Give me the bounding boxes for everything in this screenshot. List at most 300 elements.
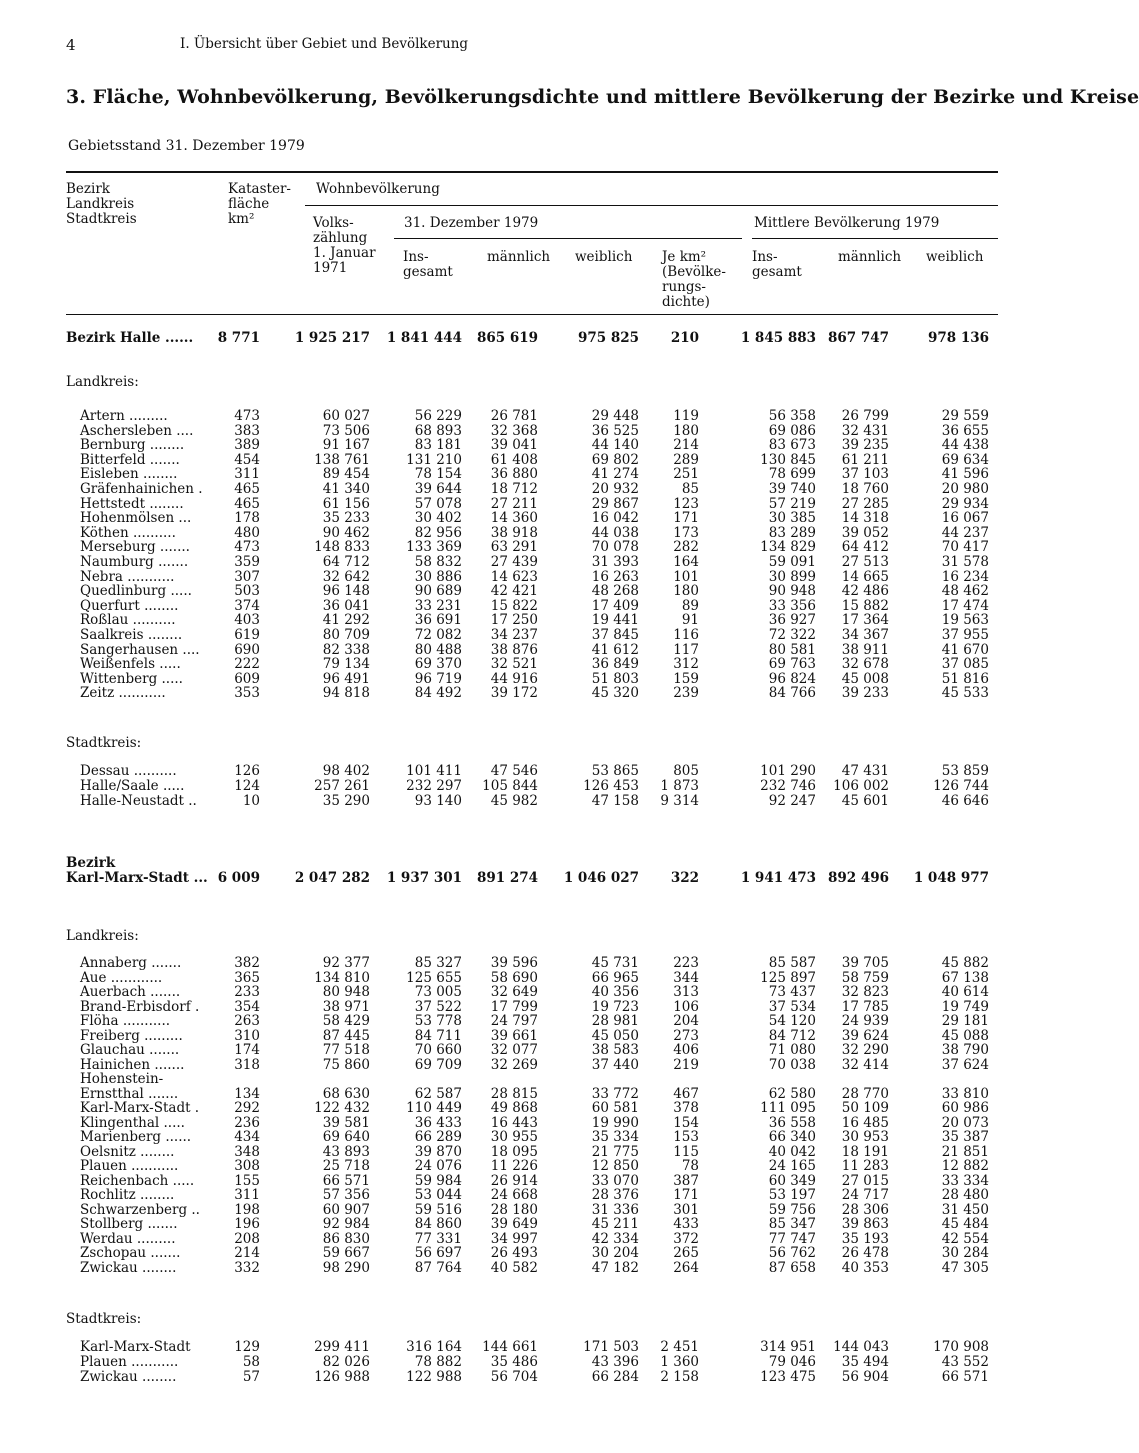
header-volkszaehlung-2: zählung	[313, 230, 368, 246]
table-cell: 222	[234, 656, 260, 673]
table-cell: 1 925 217	[294, 330, 370, 346]
table-cell: 85	[681, 481, 699, 497]
table-cell: 125 655	[406, 969, 462, 986]
row-label: Karl-Marx-Stadt ...	[66, 870, 208, 886]
table-cell: 322	[670, 870, 699, 886]
table-cell: 87 658	[768, 1259, 816, 1276]
table-cell: 37 955	[941, 627, 989, 643]
table-cell: 96 824	[768, 670, 816, 687]
table-cell: 134 810	[314, 969, 370, 986]
header-je-km2-2: (Bevölke-	[662, 264, 726, 280]
table-cell: 96 719	[414, 670, 462, 687]
table-cell: 28 376	[591, 1187, 639, 1203]
table-cell: 29 934	[941, 495, 989, 512]
header-wohnbevoelkerung: Wohnbevölkerung	[316, 181, 440, 197]
table-cell: 69 709	[414, 1056, 462, 1073]
table-cell: 41 292	[322, 612, 370, 629]
table-cell: 73 437	[768, 984, 816, 1000]
table-cell: 39 644	[414, 481, 462, 497]
table-cell: 32 368	[490, 422, 538, 439]
table-cell: 33 334	[941, 1172, 989, 1189]
table-cell: 14 623	[490, 568, 538, 585]
table-cell: 38 918	[490, 524, 538, 541]
table-cell: 40 356	[591, 984, 639, 1000]
table-cell: 69 086	[768, 422, 816, 439]
table-cell: 45 320	[591, 685, 639, 702]
table-cell: 354	[234, 998, 260, 1015]
row-label: Karl-Marx-Stadt	[80, 1339, 191, 1355]
table-cell: 154	[673, 1114, 699, 1131]
row-label: Zwickau ........	[80, 1369, 177, 1385]
table-cell: 70 078	[591, 539, 639, 556]
table-cell: 59 516	[414, 1201, 462, 1218]
table-cell: 257 261	[314, 778, 370, 794]
table-cell: 60 349	[768, 1172, 816, 1189]
table-cell: 80 488	[414, 641, 462, 658]
table-cell: 84 860	[414, 1216, 462, 1232]
table-cell: 84 766	[768, 685, 816, 702]
table-cell: 64 712	[322, 554, 370, 570]
table-cell: 92 984	[322, 1216, 370, 1232]
table-cell: 68 630	[322, 1085, 370, 1102]
table-cell: 39 233	[841, 685, 889, 702]
header-weiblich: weiblich	[575, 249, 633, 265]
row-label: Halle-Neustadt ..	[80, 793, 197, 809]
table-cell: 2 451	[660, 1339, 699, 1355]
table-cell: 239	[673, 685, 699, 702]
table-cell: 14 360	[490, 510, 538, 527]
page-title: 3. Fläche, Wohnbevölkerung, Bevölkerungsdichte und mittlere Bevölkerung der Bezirke und Kreise	[66, 86, 1139, 108]
table-cell: 36 849	[591, 656, 639, 673]
table-cell: 119	[673, 408, 699, 424]
table-cell: 66 284	[591, 1369, 639, 1385]
row-label: Naumburg .......	[80, 554, 189, 570]
row-label: Aschersleben ....	[80, 422, 194, 439]
table-cell: 57 356	[322, 1187, 370, 1203]
table-cell: 28 815	[490, 1085, 538, 1102]
row-label: Bitterfeld .......	[80, 451, 180, 468]
table-cell: 45 982	[490, 793, 538, 809]
table-cell: 70 417	[941, 539, 989, 556]
table-cell: 171	[673, 510, 699, 527]
table-cell: 45 050	[591, 1027, 639, 1044]
header-bezirk: Bezirk	[66, 181, 110, 197]
table-cell: 37 522	[414, 998, 462, 1015]
row-label: Werdau .........	[80, 1230, 176, 1247]
table-cell: 299 411	[314, 1339, 370, 1355]
table-cell: 37 624	[941, 1056, 989, 1073]
table-cell: 82 026	[322, 1354, 370, 1370]
table-cell: 144 043	[833, 1339, 889, 1355]
table-cell: 24 717	[841, 1187, 889, 1203]
table-cell: 44 438	[941, 437, 989, 454]
table-cell: 43 552	[941, 1354, 989, 1370]
table-cell: 42 486	[841, 583, 889, 600]
table-cell: 93 140	[414, 793, 462, 809]
row-label: Artern .........	[80, 408, 168, 424]
table-cell: 30 899	[768, 568, 816, 585]
table-cell: 36 558	[768, 1114, 816, 1131]
table-cell: 37 103	[841, 466, 889, 483]
row-label: Ernstthal .......	[80, 1085, 179, 1102]
table-cell: 56 762	[768, 1245, 816, 1261]
table-cell: 50 109	[841, 1100, 889, 1116]
table-cell: 58 759	[841, 969, 889, 986]
table-cell: 56 697	[414, 1245, 462, 1261]
table-cell: 62 580	[768, 1085, 816, 1102]
table-cell: 37 440	[591, 1056, 639, 1073]
table-cell: 26 781	[490, 408, 538, 424]
table-cell: 214	[673, 437, 699, 454]
table-cell: 219	[673, 1056, 699, 1073]
table-cell: 78 882	[414, 1354, 462, 1370]
table-cell: 85 327	[414, 955, 462, 971]
row-label: Zeitz ...........	[80, 685, 166, 702]
table-cell: 133 369	[406, 539, 462, 556]
header-je-km2-4: dichte)	[662, 294, 710, 310]
header-volkszaehlung-3: 1. Januar	[313, 245, 376, 261]
table-cell: 24 797	[490, 1013, 538, 1029]
table-cell: 31 450	[941, 1201, 989, 1218]
table-cell: 17 364	[841, 612, 889, 629]
table-cell: 45 731	[591, 955, 639, 971]
table-cell: 20 932	[591, 481, 639, 497]
table-cell: 19 441	[591, 612, 639, 629]
row-label: Hohenstein-	[80, 1071, 164, 1087]
table-cell: 48 462	[941, 583, 989, 600]
row-label: Saalkreis ........	[80, 627, 183, 643]
table-cell: 106	[673, 998, 699, 1015]
table-cell: 39 172	[490, 685, 538, 702]
table-cell: 10	[242, 793, 260, 809]
header-maennlich: männlich	[487, 249, 551, 265]
table-cell: 53 778	[414, 1013, 462, 1029]
table-cell: 47 546	[490, 763, 538, 779]
table-cell: 92 247	[768, 793, 816, 809]
table-cell: 148 833	[314, 539, 370, 556]
table-cell: 38 971	[322, 998, 370, 1015]
table-cell: 34 997	[490, 1230, 538, 1247]
table-cell: 403	[234, 612, 260, 629]
header-mittlere-insgesamt-1: Ins-	[752, 249, 778, 265]
table-cell: 42 334	[591, 1230, 639, 1247]
table-cell: 117	[673, 641, 699, 658]
table-cell: 891 274	[476, 870, 538, 886]
table-cell: 126 744	[933, 778, 989, 794]
table-cell: 47 305	[941, 1259, 989, 1276]
table-cell: 86 830	[322, 1230, 370, 1247]
table-cell: 126 988	[314, 1369, 370, 1385]
table-cell: 58	[242, 1354, 260, 1370]
table-cell: 129	[234, 1339, 260, 1355]
table-cell: 33 231	[414, 597, 462, 614]
table-cell: 16 263	[591, 568, 639, 585]
table-cell: 353	[234, 685, 260, 702]
row-label: Hettstedt ........	[80, 495, 184, 512]
rule-dezember	[394, 238, 742, 239]
running-head: I. Übersicht über Gebiet und Bevölkerung	[180, 36, 469, 52]
table-cell: 106 002	[833, 778, 889, 794]
table-cell: 433	[673, 1216, 699, 1232]
table-cell: 35 387	[941, 1129, 989, 1145]
table-cell: 805	[673, 763, 699, 779]
table-cell: 29 867	[591, 495, 639, 512]
table-cell: 1 841 444	[386, 330, 462, 346]
table-cell: 41 274	[591, 466, 639, 483]
section-landkreis: Landkreis:	[66, 374, 139, 390]
table-cell: 130 845	[760, 451, 816, 468]
table-cell: 164	[673, 554, 699, 570]
section-stadtkreis: Stadtkreis:	[66, 1311, 142, 1327]
table-cell: 39 041	[490, 437, 538, 454]
table-cell: 29 181	[941, 1013, 989, 1029]
table-cell: 70 660	[414, 1042, 462, 1058]
row-label: Zwickau ........	[80, 1259, 177, 1276]
table-cell: 174	[234, 1042, 260, 1058]
table-cell: 58 690	[490, 969, 538, 986]
row-label: Reichenbach .....	[80, 1172, 195, 1189]
row-label: Stollberg .......	[80, 1216, 178, 1232]
table-cell: 70 038	[768, 1056, 816, 1073]
table-cell: 35 233	[322, 510, 370, 527]
header-mittlere-maennlich: männlich	[838, 249, 902, 265]
row-label: Annaberg .......	[80, 955, 182, 971]
table-cell: 867 747	[827, 330, 889, 346]
table-cell: 978 136	[927, 330, 989, 346]
table-cell: 56 229	[414, 408, 462, 424]
table-cell: 292	[234, 1100, 260, 1116]
table-cell: 80 948	[322, 984, 370, 1000]
table-cell: 29 448	[591, 408, 639, 424]
table-cell: 307	[234, 568, 260, 585]
table-cell: 29 559	[941, 408, 989, 424]
table-cell: 38 876	[490, 641, 538, 658]
header-kataster-1: Kataster-	[228, 181, 291, 197]
table-cell: 68 893	[414, 422, 462, 439]
table-cell: 51 803	[591, 670, 639, 687]
table-cell: 38 583	[591, 1042, 639, 1058]
table-cell: 115	[673, 1143, 699, 1160]
table-cell: 134 829	[760, 539, 816, 556]
table-cell: 83 673	[768, 437, 816, 454]
table-cell: 44 140	[591, 437, 639, 454]
table-cell: 198	[234, 1201, 260, 1218]
row-label: Plauen ...........	[80, 1158, 179, 1174]
table-cell: 155	[234, 1172, 260, 1189]
table-cell: 87 445	[322, 1027, 370, 1044]
table-cell: 66 571	[941, 1369, 989, 1385]
table-cell: 60 027	[322, 408, 370, 424]
table-cell: 66 289	[414, 1129, 462, 1145]
table-cell: 59 756	[768, 1201, 816, 1218]
table-cell: 35 486	[490, 1354, 538, 1370]
table-cell: 690	[234, 641, 260, 658]
table-cell: 37 845	[591, 627, 639, 643]
table-cell: 45 088	[941, 1027, 989, 1044]
row-label: Auerbach .......	[80, 984, 181, 1000]
table-cell: 196	[234, 1216, 260, 1232]
table-cell: 45 882	[941, 955, 989, 971]
table-cell: 372	[673, 1230, 699, 1247]
table-cell: 36 880	[490, 466, 538, 483]
table-cell: 204	[673, 1013, 699, 1029]
table-cell: 27 285	[841, 495, 889, 512]
table-cell: 365	[234, 969, 260, 986]
table-cell: 57 078	[414, 495, 462, 512]
table-cell: 96 148	[322, 583, 370, 600]
table-cell: 54 120	[768, 1013, 816, 1029]
table-cell: 26 914	[490, 1172, 538, 1189]
table-cell: 32 414	[841, 1056, 889, 1073]
table-cell: 116	[673, 627, 699, 643]
table-cell: 101	[673, 568, 699, 585]
table-cell: 72 322	[768, 627, 816, 643]
table-cell: 282	[673, 539, 699, 556]
row-label: Klingenthal .....	[80, 1114, 185, 1131]
table-cell: 16 234	[941, 568, 989, 585]
table-cell: 454	[234, 451, 260, 468]
row-label: Wittenberg .....	[80, 670, 183, 687]
table-cell: 36 525	[591, 422, 639, 439]
table-cell: 33 070	[591, 1172, 639, 1189]
table-cell: 289	[673, 451, 699, 468]
table-cell: 223	[673, 955, 699, 971]
table-cell: 59 984	[414, 1172, 462, 1189]
table-cell: 64 412	[841, 539, 889, 556]
table-cell: 56 704	[490, 1369, 538, 1385]
table-cell: 40 353	[841, 1259, 889, 1276]
table-cell: 170 908	[933, 1339, 989, 1355]
table-cell: 31 393	[591, 554, 639, 570]
table-cell: 18 095	[490, 1143, 538, 1160]
header-landkreis: Landkreis	[66, 196, 135, 212]
table-cell: 84 712	[768, 1027, 816, 1044]
table-cell: 32 269	[490, 1056, 538, 1073]
subtitle: Gebietsstand 31. Dezember 1979	[68, 138, 305, 154]
table-cell: 84 711	[414, 1027, 462, 1044]
table-cell: 39 740	[768, 481, 816, 497]
table-cell: 45 211	[591, 1216, 639, 1232]
table-cell: 159	[673, 670, 699, 687]
table-cell: 73 506	[322, 422, 370, 439]
table-cell: 105 844	[482, 778, 538, 794]
row-label: Quedlinburg .....	[80, 583, 192, 600]
table-cell: 27 513	[841, 554, 889, 570]
row-label: Roßlau ..........	[80, 612, 176, 629]
table-cell: 18 760	[841, 481, 889, 497]
table-cell: 126 453	[583, 778, 639, 794]
table-cell: 61 156	[322, 495, 370, 512]
table-cell: 32 431	[841, 422, 889, 439]
table-cell: 24 076	[414, 1158, 462, 1174]
table-cell: 33 356	[768, 597, 816, 614]
table-cell: 96 491	[322, 670, 370, 687]
table-cell: 171	[673, 1187, 699, 1203]
table-cell: 467	[673, 1085, 699, 1102]
table-cell: 67 138	[941, 969, 989, 986]
table-cell: 39 870	[414, 1143, 462, 1160]
table-cell: 387	[673, 1172, 699, 1189]
table-cell: 32 077	[490, 1042, 538, 1058]
table-cell: 1 048 977	[913, 870, 989, 886]
table-cell: 84 492	[414, 685, 462, 702]
table-cell: 35 494	[841, 1354, 889, 1370]
table-cell: 82 338	[322, 641, 370, 658]
table-cell: 111 095	[760, 1100, 816, 1116]
table-cell: 28 480	[941, 1187, 989, 1203]
table-cell: 39 661	[490, 1027, 538, 1044]
table-cell: 24 668	[490, 1187, 538, 1203]
table-cell: 32 642	[322, 568, 370, 585]
table-cell: 1 941 473	[740, 870, 816, 886]
table-cell: 406	[673, 1042, 699, 1058]
table-cell: 36 655	[941, 422, 989, 439]
table-cell: 77 331	[414, 1230, 462, 1247]
table-cell: 1 873	[660, 778, 699, 794]
table-cell: 144 661	[482, 1339, 538, 1355]
table-cell: 28 770	[841, 1085, 889, 1102]
table-cell: 264	[673, 1259, 699, 1276]
row-label: Halle/Saale .....	[80, 778, 185, 794]
table-cell: 19 563	[941, 612, 989, 629]
table-cell: 20 980	[941, 481, 989, 497]
table-cell: 41 670	[941, 641, 989, 658]
table-cell: 28 180	[490, 1201, 538, 1218]
table-cell: 30 953	[841, 1129, 889, 1145]
table-cell: 82 956	[414, 524, 462, 541]
table-cell: 17 785	[841, 998, 889, 1015]
table-cell: 98 290	[322, 1259, 370, 1276]
table-cell: 77 747	[768, 1230, 816, 1247]
table-cell: 89	[681, 597, 699, 614]
table-cell: 313	[673, 984, 699, 1000]
table-cell: 17 799	[490, 998, 538, 1015]
table-cell: 38 790	[941, 1042, 989, 1058]
table-cell: 20 073	[941, 1114, 989, 1131]
table-cell: 69 370	[414, 656, 462, 673]
table-cell: 2 158	[660, 1369, 699, 1385]
rule-top	[66, 171, 998, 173]
table-cell: 78 699	[768, 466, 816, 483]
table-cell: 131 210	[406, 451, 462, 468]
table-cell: 16 042	[591, 510, 639, 527]
table-cell: 124	[234, 778, 260, 794]
row-label: Glauchau .......	[80, 1042, 180, 1058]
table-cell: 41 340	[322, 481, 370, 497]
table-cell: 503	[234, 583, 260, 600]
table-cell: 69 634	[941, 451, 989, 468]
table-cell: 19 749	[941, 998, 989, 1015]
table-cell: 32 678	[841, 656, 889, 673]
row-label: Schwarzenberg ..	[80, 1201, 200, 1218]
table-cell: 32 823	[841, 984, 889, 1000]
table-cell: 19 723	[591, 998, 639, 1015]
table-cell: 63 291	[490, 539, 538, 556]
table-cell: 60 581	[591, 1100, 639, 1116]
table-cell: 69 802	[591, 451, 639, 468]
table-cell: 9 314	[660, 793, 699, 809]
table-cell: 17 250	[490, 612, 538, 629]
table-cell: 232 746	[760, 778, 816, 794]
table-cell: 41 596	[941, 466, 989, 483]
table-cell: 153	[673, 1129, 699, 1145]
table-cell: 66 571	[322, 1172, 370, 1189]
table-cell: 91 167	[322, 437, 370, 454]
table-cell: 180	[673, 422, 699, 439]
table-cell: 214	[234, 1245, 260, 1261]
table-cell: 39 235	[841, 437, 889, 454]
table-cell: 39 596	[490, 955, 538, 971]
